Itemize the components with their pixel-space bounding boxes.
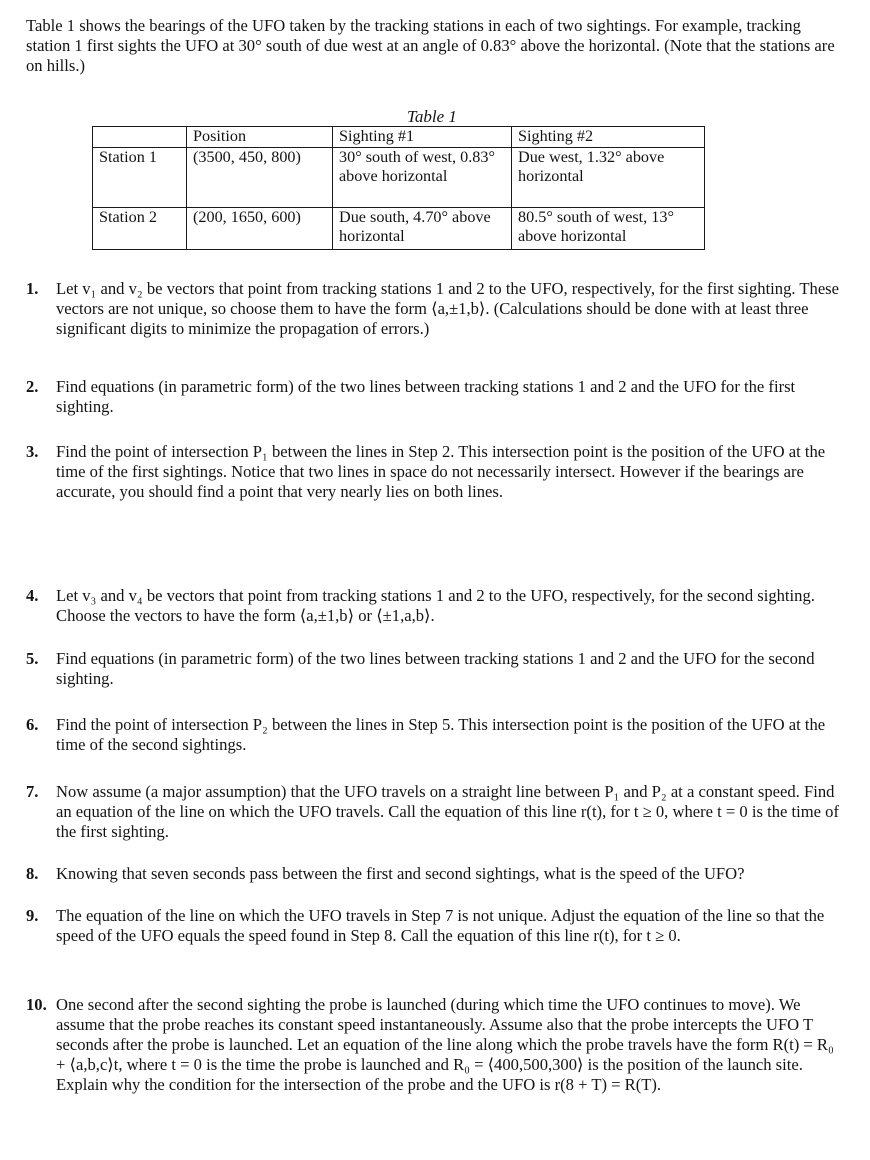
step-number: 6. — [26, 715, 39, 734]
step-text: Find equations (in parametric form) of the two lines between tracking stations 1 and 2 and the UFO for the second sighting. — [56, 649, 815, 688]
step-number: 2. — [26, 377, 39, 396]
bearings-table — [92, 126, 705, 250]
table-cell: Station 1 — [93, 147, 187, 207]
table-cell: 80.5° south of west, 13° above horizontal — [512, 207, 705, 249]
table-cell: (200, 1650, 600) — [187, 207, 333, 249]
step-number: 10. — [26, 995, 47, 1014]
step-text: Find the point of intersection P₁ between the lines in Step 2. This intersection point is the position of the UFO at the time of the first sightings. Notice that two lines in space do not necessarily intersect. However if the bearings are accurate, you should find a point that very nearly lies on both lines. — [56, 442, 826, 501]
step-number: 4. — [26, 586, 39, 605]
step-number: 9. — [26, 906, 39, 925]
step-number: 1. — [26, 279, 39, 298]
table-row — [93, 207, 705, 249]
table-header-row — [93, 127, 705, 148]
step-number: 8. — [26, 864, 39, 883]
table-header-cell: Sighting #1 — [333, 127, 512, 148]
table-cell: (3500, 450, 800) — [187, 147, 333, 207]
step-text: Find equations (in parametric form) of the two lines between tracking stations 1 and 2 and the UFO for the first sighting. — [56, 377, 796, 416]
table-caption: Table 1 — [407, 107, 457, 126]
step-number: 7. — [26, 782, 39, 801]
step-text: Find the point of intersection P₂ between the lines in Step 5. This intersection point is the position of the UFO at the time of the second sightings. — [56, 715, 826, 754]
step-text: Let v₃ and v₄ be vectors that point from tracking stations 1 and 2 to the UFO, respectively, for the second sighting. Choose the vectors to have the form ⟨a,±1,b⟩ or ⟨±1,a,b⟩. — [56, 586, 815, 625]
table-cell: Station 2 — [93, 207, 187, 249]
step-text: One second after the second sighting the probe is launched (during which time the UFO continues to move). We assume that the probe reaches its constant speed instantaneously. Assume also that the probe intercepts the UFO T seconds after the probe is launched. Let an equation of the line along which the probe travels have the form R(t) = R₀ + ⟨a,b,c⟩t, where t = 0 is the time the probe is launched and R₀ = ⟨400,500,300⟩ is the position of the launch site. Explain why the condition for the intersection of the probe and the UFO is r(8 + T) = R(T). — [56, 995, 834, 1094]
table-cell: Due south, 4.70° above horizontal — [333, 207, 512, 249]
intro-paragraph: Table 1 shows the bearings of the UFO taken by the tracking stations in each of two sightings. For example, tracking station 1 first sights the UFO at 30° south of due west at an angle of 0.83° above the horizontal. (Note that the stations are on hills.) — [26, 16, 835, 75]
step-number: 3. — [26, 442, 39, 461]
table-header-cell: Sighting #2 — [512, 127, 705, 148]
table-cell: 30° south of west, 0.83° above horizontal — [333, 147, 512, 207]
table-cell: Due west, 1.32° above horizontal — [512, 147, 705, 207]
step-text: Let v₁ and v₂ be vectors that point from tracking stations 1 and 2 to the UFO, respectively, for the first sighting. These vectors are not unique, so choose them to have the form ⟨a,±1,b⟩. (Calculations should be done with at least three significant digits to minimize the propagation of errors.) — [56, 279, 840, 338]
step-text: Knowing that seven seconds pass between the first and second sightings, what is the speed of the UFO? — [56, 864, 745, 883]
table-row — [93, 147, 705, 207]
step-number: 5. — [26, 649, 39, 668]
table-header-cell: Position — [187, 127, 333, 148]
table-header-cell — [93, 127, 187, 148]
step-text: Now assume (a major assumption) that the UFO travels on a straight line between P₁ and P₂ at a constant speed. Find an equation of the line on which the UFO travels. Call the equation of this line r(t), for t ≥ 0, where t = 0 is the time of the first sighting. — [56, 782, 839, 841]
step-text: The equation of the line on which the UFO travels in Step 7 is not unique. Adjust the equation of the line so that the speed of the UFO equals the speed found in Step 8. Call the equation of this line r(t), for t ≥ 0. — [56, 906, 825, 945]
